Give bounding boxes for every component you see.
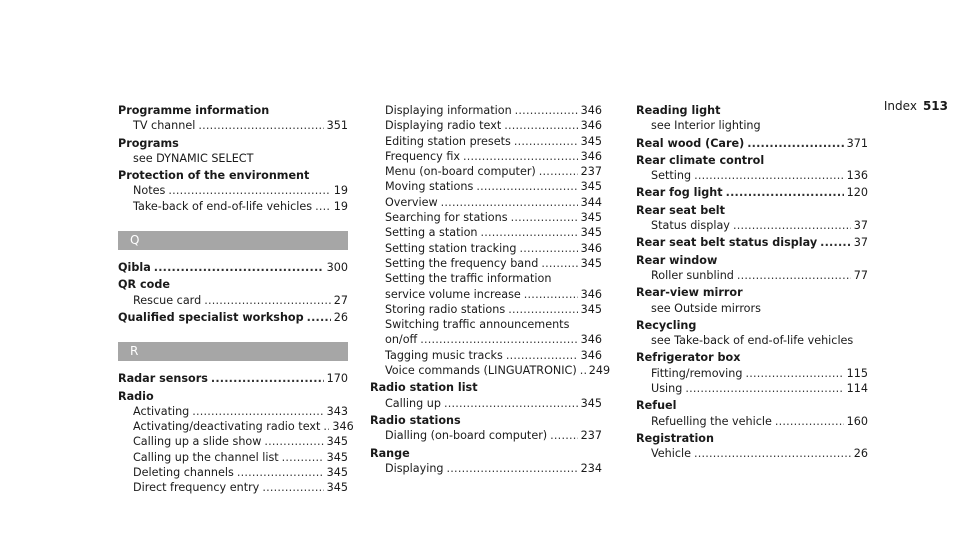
- entry-title: Rear seat belt: [636, 203, 725, 217]
- page-ref[interactable]: 345: [580, 302, 602, 316]
- subentry-text: Refuelling the vehicle: [651, 414, 772, 428]
- index-entry: [636, 136, 868, 151]
- entry-title: QR code: [118, 278, 170, 292]
- page-ref[interactable]: 351: [326, 119, 348, 133]
- subentry-text: Calling up a slide show: [133, 435, 262, 449]
- subentry-text: Using: [651, 382, 683, 396]
- index-entry: [636, 153, 868, 184]
- entry-title: Radio stations: [370, 413, 461, 427]
- page-ref[interactable]: 19: [333, 184, 348, 198]
- letter-divider-q: Q: [118, 231, 348, 250]
- entry-title: Reading light: [636, 104, 721, 117]
- page-ref[interactable]: 37: [853, 236, 868, 250]
- page-ref[interactable]: 346: [580, 287, 602, 301]
- page-ref[interactable]: 300: [326, 261, 348, 275]
- index-entry: [636, 103, 868, 134]
- subentry-text: Menu (on-board computer): [385, 165, 536, 179]
- subentry-text: on/off: [385, 333, 418, 347]
- entry-title: Recycling: [636, 318, 697, 332]
- page-ref[interactable]: 345: [580, 396, 602, 410]
- page-ref[interactable]: 37: [853, 219, 868, 233]
- entry-title: Rear climate control: [636, 153, 765, 167]
- subentry-text: Moving stations: [385, 180, 474, 194]
- header-section: Index: [883, 99, 917, 113]
- index-entry: [636, 350, 868, 396]
- page-ref[interactable]: 346: [580, 149, 602, 163]
- index-entry: [636, 431, 868, 462]
- page-ref[interactable]: 237: [580, 165, 602, 179]
- index-entry: [118, 371, 348, 386]
- page-ref[interactable]: 346: [332, 420, 354, 434]
- subentry-text: Displaying radio text: [385, 119, 502, 133]
- entry-title: Protection of the environment: [118, 169, 310, 183]
- entry-title: Rear window: [636, 253, 718, 267]
- entry-title: Rear seat belt status display: [636, 236, 818, 250]
- page-ref[interactable]: 345: [326, 450, 348, 464]
- index-column-3: [636, 103, 868, 462]
- page-ref[interactable]: 77: [853, 268, 868, 282]
- page-ref[interactable]: 345: [580, 226, 602, 240]
- page-ref[interactable]: 346: [580, 104, 602, 117]
- subentry-text: Deleting channels: [133, 466, 234, 480]
- subentry-text: Activating/deactivating radio text: [133, 420, 321, 434]
- index-entry: [118, 260, 348, 275]
- page-ref[interactable]: 345: [580, 180, 602, 194]
- page-ref[interactable]: 346: [580, 119, 602, 133]
- index-entry: [636, 398, 868, 429]
- index-entry: [636, 235, 868, 250]
- entry-title: Refrigerator box: [636, 351, 741, 365]
- cross-reference: see DYNAMIC SELECT: [133, 151, 254, 165]
- page-ref[interactable]: 345: [326, 481, 348, 495]
- subentry-text: Setting the traffic information: [385, 272, 552, 286]
- entry-title: Refuel: [636, 399, 677, 413]
- page-ref[interactable]: 120: [846, 186, 868, 200]
- index-entry: [118, 310, 348, 325]
- index-entry: [636, 185, 868, 200]
- entry-title: Rear fog light: [636, 186, 723, 200]
- cross-reference: see Take-back of end-of-life vehicles: [651, 334, 854, 348]
- entry-title: Radio: [118, 389, 154, 403]
- page-ref[interactable]: 115: [846, 366, 868, 380]
- index-entry: [370, 413, 602, 444]
- page-header: [884, 99, 948, 113]
- page-number: 513: [922, 99, 948, 113]
- subentry-text: Setting station tracking: [385, 241, 517, 255]
- page-ref[interactable]: 371: [846, 136, 868, 150]
- entry-title: Range: [370, 446, 410, 460]
- index-entry: [636, 318, 868, 349]
- page-ref[interactable]: 344: [580, 195, 602, 209]
- index-entry: [118, 389, 354, 496]
- page-ref[interactable]: 346: [580, 241, 602, 255]
- page-ref[interactable]: 345: [326, 466, 348, 480]
- subentry-text: Displaying information: [385, 104, 512, 117]
- subentry-text: Setting a station: [385, 226, 478, 240]
- subentry-text: Vehicle: [651, 447, 692, 461]
- subentry-text: Notes: [133, 184, 166, 198]
- letter-divider-r: R: [118, 342, 348, 361]
- subentry-text: Roller sunblind: [651, 268, 734, 282]
- index-column-2: [370, 103, 611, 476]
- subentry-text: service volume increase: [385, 287, 521, 301]
- subentry-text: Storing radio stations: [385, 302, 506, 316]
- index-entry: [118, 168, 348, 214]
- subentry-text: Searching for stations: [385, 211, 508, 225]
- page-ref[interactable]: 136: [846, 169, 868, 183]
- subentry-text: Activating: [133, 404, 190, 418]
- page-ref[interactable]: 237: [580, 429, 602, 443]
- page-ref[interactable]: 234: [580, 461, 602, 475]
- page-ref[interactable]: 27: [333, 293, 348, 307]
- page-ref[interactable]: 345: [580, 134, 602, 148]
- page-ref[interactable]: 346: [580, 333, 602, 347]
- cross-reference: see Outside mirrors: [651, 301, 761, 315]
- subentry-text: Voice commands (LINGUATRONIC): [385, 364, 577, 378]
- entry-title: Programs: [118, 136, 179, 150]
- page-ref[interactable]: 170: [326, 372, 348, 386]
- page-ref[interactable]: 249: [588, 364, 611, 378]
- index-entry: [118, 277, 348, 308]
- subentry-text: Calling up: [385, 396, 441, 410]
- index-entry: [370, 446, 602, 477]
- index-entry: [118, 136, 348, 167]
- index-entry: [636, 285, 868, 316]
- entry-title: Real wood (Care): [636, 136, 745, 150]
- page-ref[interactable]: 345: [580, 256, 602, 270]
- cross-reference: see Interior lighting: [651, 119, 761, 133]
- entry-title: Radar sensors: [118, 372, 208, 386]
- page-ref[interactable]: 346: [580, 348, 602, 362]
- page-ref[interactable]: 114: [846, 382, 868, 396]
- index-entry: [636, 253, 868, 284]
- entry-title: Rear-view mirror: [636, 286, 743, 300]
- index-entry: [636, 203, 868, 234]
- page-ref[interactable]: 19: [333, 199, 348, 213]
- subentry-text: Take-back of end-of-life vehicles: [133, 199, 313, 213]
- index-column-1: [118, 103, 354, 496]
- entry-title: Radio station list: [370, 381, 478, 395]
- entry-title: Qualified specialist workshop: [118, 310, 304, 324]
- subentry-text: TV channel: [133, 119, 196, 133]
- page-ref[interactable]: 160: [846, 414, 868, 428]
- page-ref[interactable]: 345: [580, 211, 602, 225]
- subentry-text: Setting: [651, 169, 692, 183]
- subentry-text: Dialling (on-board computer): [385, 429, 548, 443]
- subentry-text: Frequency fix: [385, 149, 461, 163]
- page-ref[interactable]: 343: [326, 404, 348, 418]
- index-entry: [370, 380, 602, 411]
- page-ref[interactable]: 26: [333, 310, 348, 324]
- subentry-text: Status display: [651, 219, 730, 233]
- subentry-text: Overview: [385, 195, 438, 209]
- page-ref[interactable]: 345: [326, 435, 348, 449]
- subentry-text: Switching traffic announcements: [385, 318, 570, 332]
- subentry-text: Rescue card: [133, 293, 202, 307]
- index-entry: [118, 103, 348, 134]
- page-ref[interactable]: 26: [853, 447, 868, 461]
- subentry-text: Fitting/removing: [651, 366, 743, 380]
- entry-title: Programme information: [118, 104, 270, 117]
- subentry-text: Setting the frequency band: [385, 256, 539, 270]
- entry-title: Registration: [636, 431, 714, 445]
- subentry-text: Direct frequency entry: [133, 481, 260, 495]
- subentry-text: Displaying: [385, 461, 444, 475]
- index-entry-continued: [370, 103, 611, 378]
- entry-title: Qibla: [118, 261, 151, 275]
- subentry-text: Tagging music tracks: [385, 348, 503, 362]
- subentry-text: Calling up the channel list: [133, 450, 279, 464]
- subentry-text: Editing station presets: [385, 134, 511, 148]
